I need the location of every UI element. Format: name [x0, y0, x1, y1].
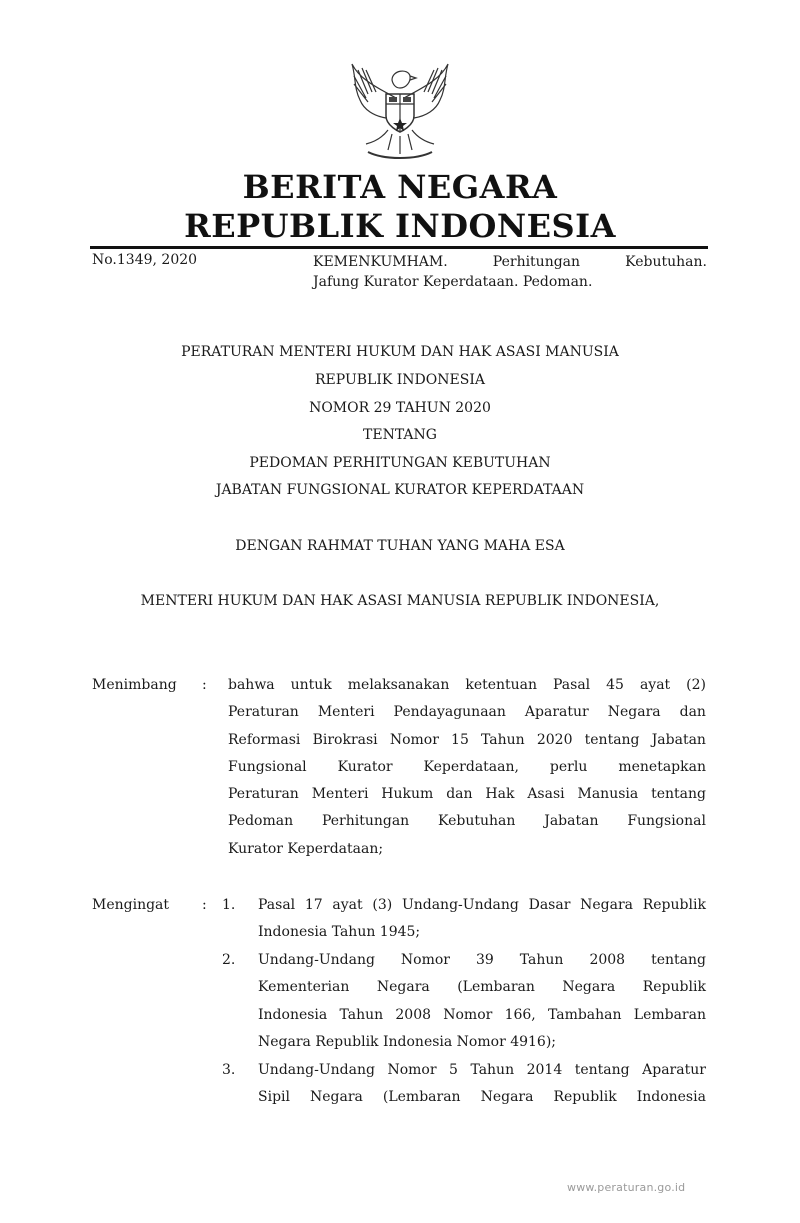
category-word: KEMENKUMHAM.: [313, 254, 448, 270]
category-word: Perhitungan: [492, 254, 581, 270]
text-line: Undang-Undang Nomor 39 Tahun 2008 tentang: [258, 952, 706, 968]
category-line2: Jafung Kurator Keperdataan. Pedoman.: [313, 274, 593, 290]
menimbang-colon: :: [202, 677, 207, 693]
gazette-title-line2: REPUBLIK INDONESIA: [184, 207, 616, 245]
text-line: Negara Republik Indonesia Nomor 4916);: [258, 1033, 557, 1050]
mengingat-item-1-text: [258, 892, 706, 947]
garuda-emblem-icon: [338, 58, 462, 166]
text-line: Fungsional Kurator Keperdataan, perlu menetapkan: [228, 758, 706, 775]
text-line: Peraturan Menteri Pendayagunaan Aparatur Negara dan: [228, 704, 706, 721]
regulation-tentang: TENTANG: [363, 427, 437, 443]
regulation-title-line1: PERATURAN MENTERI HUKUM DAN HAK ASASI MANUSIA: [181, 344, 619, 360]
mengingat-item-1-number: 1.: [222, 897, 236, 913]
category-word: Kebutuhan.: [625, 254, 707, 270]
regulation-subject-line1: PEDOMAN PERHITUNGAN KEBUTUHAN: [249, 455, 551, 471]
menimbang-text: [228, 672, 706, 863]
text-line: Kurator Keperdataan;: [228, 840, 384, 857]
regulation-title-line2: REPUBLIK INDONESIA: [315, 372, 485, 388]
mengingat-label: Mengingat: [92, 897, 170, 913]
mengingat-item-2-text: [258, 947, 706, 1056]
mengingat-colon: :: [202, 897, 207, 913]
header-divider: [90, 246, 708, 249]
regulation-number: NOMOR 29 TAHUN 2020: [309, 400, 491, 416]
text-line: Kementerian Negara (Lembaran Negara Republik: [258, 979, 706, 996]
text-line: Pedoman Perhitungan Kebutuhan Jabatan Fungsional: [228, 813, 706, 830]
menimbang-label: Menimbang: [92, 677, 177, 693]
issuer: MENTERI HUKUM DAN HAK ASASI MANUSIA REPUBLIK INDONESIA,: [140, 593, 660, 609]
invocation: DENGAN RAHMAT TUHAN YANG MAHA ESA: [235, 538, 565, 554]
gazette-number: No.1349, 2020: [92, 252, 198, 268]
gazette-category: [313, 252, 707, 292]
text-line: bahwa untuk melaksanakan ketentuan Pasal 45 ayat (2): [228, 677, 706, 693]
gazette-title-line1: BERITA NEGARA: [242, 168, 558, 206]
mengingat-item-3-text: [258, 1057, 706, 1112]
mengingat-item-3-number: 3.: [222, 1062, 236, 1078]
text-line: Undang-Undang Nomor 5 Tahun 2014 tentang Aparatur: [258, 1062, 706, 1078]
mengingat-item-2-number: 2.: [222, 952, 236, 968]
regulation-subject-line2: JABATAN FUNGSIONAL KURATOR KEPERDATAAN: [215, 482, 585, 498]
text-line: Peraturan Menteri Hukum dan Hak Asasi Manusia tentang: [228, 786, 706, 803]
text-line: Indonesia Tahun 1945;: [258, 924, 421, 941]
text-line: Pasal 17 ayat (3) Undang-Undang Dasar Negara Republik: [258, 897, 706, 913]
text-line: Sipil Negara (Lembaran Negara Republik Indonesia: [258, 1089, 706, 1106]
text-line: Indonesia Tahun 2008 Nomor 166, Tambahan Lembaran: [258, 1006, 706, 1023]
watermark-url: www.peraturan.go.id: [567, 1181, 686, 1194]
text-line: Reformasi Birokrasi Nomor 15 Tahun 2020 tentang Jabatan: [228, 731, 706, 748]
